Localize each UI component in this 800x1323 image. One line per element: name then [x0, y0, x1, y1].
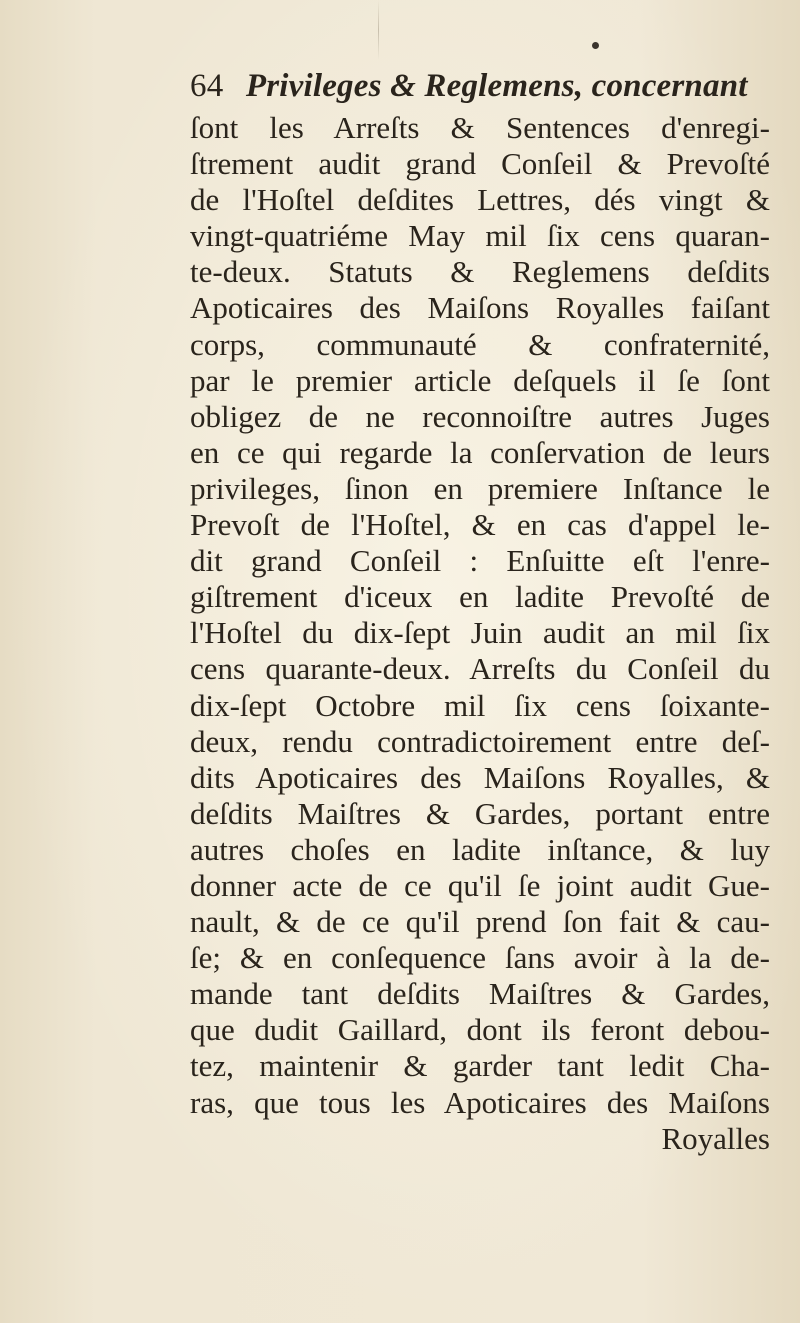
text-line: en ce qui regarde la conſervation de leurs [190, 434, 770, 470]
body-text [190, 110, 770, 1157]
running-title: Privileges & Reglemens, concernant [245, 68, 748, 104]
text-line: l'Hoſtel du dix-ſept Juin audit an mil ſix [190, 615, 770, 651]
text-line: ras, que tous les Apoticaires des Maiſons [190, 1084, 770, 1120]
text-line: ſe; & en conſequence ſans avoir à la de- [190, 940, 770, 976]
text-line: obligez de ne reconnoiſtre autres Juges [190, 398, 770, 434]
text-line: nault, & de ce qu'il prend ſon fait & cau- [190, 904, 770, 940]
text-line: Apoticaires des Maiſons Royalles faiſant [190, 290, 770, 326]
text-line: corps, communauté & confraternité, [190, 326, 770, 362]
text-line: tez, maintenir & garder tant ledit Cha- [190, 1048, 770, 1084]
page-number: 64 [190, 68, 224, 104]
ink-spot [592, 42, 599, 49]
text-line: que dudit Gaillard, dont ils feront debou- [190, 1012, 770, 1048]
text-line: Prevoſt de l'Hoſtel, & en cas d'appel le- [190, 507, 770, 543]
text-line: ſtrement audit grand Conſeil & Prevoſté [190, 146, 770, 182]
text-line: dit grand Conſeil : Enſuitte eſt l'enre- [190, 543, 770, 579]
text-line: dits Apoticaires des Maiſons Royalles, & [190, 759, 770, 795]
text-line: deux, rendu contradictoirement entre deſ- [190, 723, 770, 759]
running-head [190, 68, 770, 112]
text-line: mande tant deſdits Maiſtres & Gardes, [190, 976, 770, 1012]
text-line: privileges, ſinon en premiere Inſtance le [190, 470, 770, 506]
text-line: autres choſes en ladite inſtance, & luy [190, 831, 770, 867]
text-line: vingt-quatriéme May mil ſix cens quaran- [190, 218, 770, 254]
text-line: deſdits Maiſtres & Gardes, portant entre [190, 795, 770, 831]
text-line: te-deux. Statuts & Reglemens deſdits [190, 254, 770, 290]
text-line: giſtrement d'iceux en ladite Prevoſté de [190, 579, 770, 615]
text-line: ſont les Arreſts & Sentences d'enregi- [190, 110, 770, 145]
page-crease [378, 0, 379, 60]
text-line: donner acte de ce qu'il ſe joint audit Gue- [190, 867, 770, 903]
text-line: par le premier article deſquels il ſe ſont [190, 362, 770, 398]
text-line: de l'Hoſtel deſdites Lettres, dés vingt & [190, 182, 770, 218]
catchword: Royalles [661, 1120, 770, 1156]
text-line: cens quarante-deux. Arreſts du Conſeil du [190, 651, 770, 687]
text-line: dix-ſept Octobre mil ſix cens ſoixante- [190, 687, 770, 723]
